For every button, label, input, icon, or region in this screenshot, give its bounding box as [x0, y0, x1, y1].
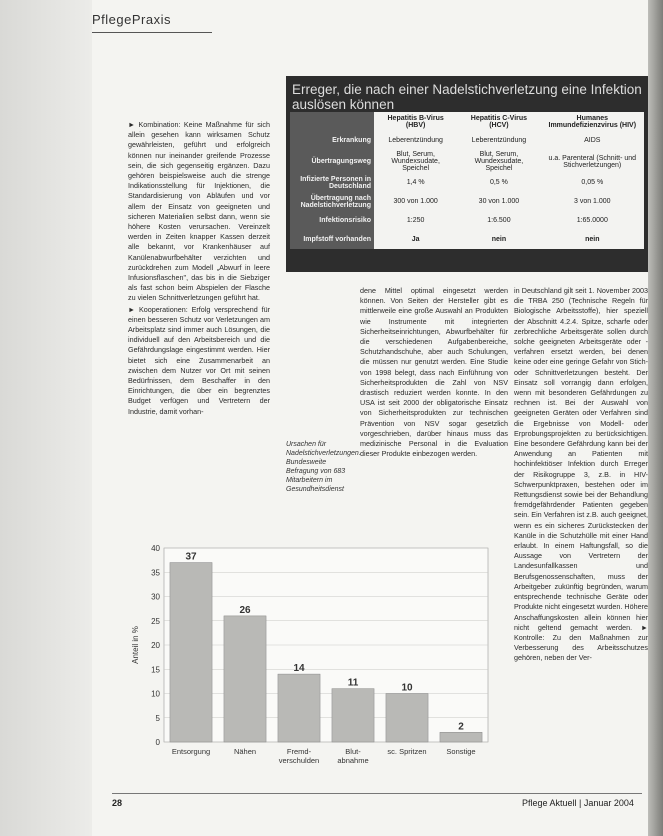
journal-footer: Pflege Aktuell | Januar 2004 — [522, 798, 634, 808]
y-tick-label: 0 — [155, 738, 160, 747]
data-label: 10 — [401, 682, 413, 694]
table-row — [290, 211, 644, 230]
x-tick-label: Nähen — [233, 747, 257, 756]
y-tick-label: 25 — [151, 616, 160, 626]
row-label: Übertragungsweg — [290, 150, 374, 173]
table-title: Erreger, die nach einer Nadelstichverletzung eine Infektion auslösen können — [292, 82, 642, 112]
row-label: Infizierte Personen in Deutschland — [290, 173, 374, 192]
y-tick-label: 35 — [151, 568, 160, 578]
section-header: PflegePraxis — [92, 12, 171, 27]
x-tick-label: verschulden — [278, 756, 320, 765]
paragraph-middle: dene Mittel optimal eingesetzt werden können. Von Seiten der Hersteller gibt es mittlerweile eine große Auswahl an Produkten wie Instrumente mit integrierten Sicherheitseinrichtungen, Abwurfbehälter für die verschiedenen Aufgabenbereiche, Schutzhandschuhe, aber auch Schulungen, die müssen nur genutzt werden. Eine Studie von 1998 belegt, dass nach Einführung von Sicherheitsprodukten die Zahl von NSV drastisch reduziert werden konnte. In den USA ist seit 2000 der obligatorische Einsatz von Sicherheitsprodukten zur technischen Prävention von NSV sogar gesetzlich vorgeschrieben, darüber hinaus muss das medizinische Personal in die Evaluation dieser Produkte einbezogen werden. — [360, 286, 508, 459]
paragraph-kooperationen: ► Kooperationen: Erfolg versprechend für einen besseren Schutz vor Verletzungen am Arbeitsplatz sind immer auch Lösungen, die individuell auf den Arbeitsbereich und die Gefährdungslage eingestimmt werden. Hier bietet sich eine Zusammenarbeit an zwischen dem Nutzer vor Ort mit seinen Bedürfnissen, dem Beschaffer in den Einrichtungen, die über ein begrenztes Budget verfügen und Vertretern der Industrie, damit vorhan- — [128, 304, 270, 416]
bar — [386, 694, 428, 743]
y-tick-label: 5 — [155, 713, 160, 723]
column-header: Humanes Immundefizienzvirus (HIV) — [541, 112, 644, 131]
table-corner — [290, 112, 374, 131]
table-cell: u.a. Parenteral (Schnitt- und Stichverletzungen) — [541, 150, 644, 173]
x-tick-label: sc. Spritzen — [387, 747, 427, 756]
x-tick-label: Blut- — [345, 747, 361, 756]
bar-chart — [126, 540, 494, 776]
bar — [278, 674, 320, 742]
table-row — [290, 230, 644, 249]
row-label: Impfstoff vorhanden — [290, 230, 374, 249]
data-label: 11 — [347, 677, 359, 689]
y-tick-label: 15 — [151, 665, 160, 675]
column-header: Hepatitis B-Virus (HBV) — [374, 112, 457, 131]
y-tick-label: 20 — [151, 641, 160, 650]
table-cell: Ja — [374, 230, 457, 249]
table-cell: 1:65.0000 — [541, 211, 644, 230]
table-cell: 1:6.500 — [457, 211, 540, 230]
column-header: Hepatitis C-Virus (HCV) — [457, 112, 540, 131]
data-label: 14 — [293, 663, 305, 675]
table-cell: 30 von 1.000 — [457, 192, 540, 211]
data-label: 2 — [458, 721, 464, 733]
left-text-column — [128, 120, 270, 418]
table-cell: nein — [457, 230, 540, 249]
y-tick-label: 30 — [151, 592, 160, 602]
page-gutter-shade — [648, 0, 663, 836]
table-cell: AIDS — [541, 131, 644, 150]
chart-caption: Ursachen für Nadelstichverletzungen. Bundesweite Befragung von 683 Mitarbeitern im Gesundheitsdienst — [286, 441, 361, 493]
table-header-row — [290, 112, 644, 131]
table-row — [290, 173, 644, 192]
table-cell: 0,5 % — [457, 173, 540, 192]
bar — [440, 732, 482, 742]
row-label: Infektionsrisiko — [290, 211, 374, 230]
data-label: 37 — [185, 551, 197, 563]
right-text-column — [514, 286, 648, 665]
x-tick-label: Sonstige — [446, 747, 476, 756]
page-number: 28 — [112, 798, 123, 808]
x-tick-label: Entsorgung — [171, 747, 211, 756]
header-rule — [92, 32, 212, 33]
bar — [170, 563, 212, 742]
footer-rule — [112, 793, 642, 794]
table-cell: 0,05 % — [541, 173, 644, 192]
y-axis-label: Anteil in % — [131, 626, 140, 664]
bar — [332, 689, 374, 742]
table-cell: 300 von 1.000 — [374, 192, 457, 211]
row-label: Erkrankung — [290, 131, 374, 150]
data-label: 26 — [239, 604, 251, 616]
bar — [224, 616, 266, 742]
table-row — [290, 131, 644, 150]
table-row — [290, 192, 644, 211]
table-cell: 1,4 % — [374, 173, 457, 192]
pathogen-table — [290, 112, 644, 249]
row-label: Übertragung nach Nadelstichverletzung — [290, 192, 374, 211]
table-cell: nein — [541, 230, 644, 249]
page-margin-shade — [0, 0, 92, 836]
table-cell: 1:250 — [374, 211, 457, 230]
table-cell: Blut, Serum, Wundexsudate, Speichel — [374, 150, 457, 173]
y-tick-label: 40 — [151, 544, 160, 553]
middle-text-column — [360, 286, 508, 460]
table-cell: Blut, Serum, Wundexsudate, Speichel — [457, 150, 540, 173]
paragraph-right: in Deutschland gilt seit 1. November 2003 die TRBA 250 (Technische Regeln für Biologische Arbeitsstoffe), hier speziell der Abschnitt 4.2.4. Spitze, scharfe oder zerbrechliche Arbeitsgeräte sollen durch solche geeigneten Arbeitsgeräte oder -verfahren ersetzt werden, bei denen keine oder eine geringe Gefahr von Stich- oder Schnittverletzungen besteht. Der Einsatz soll vorrangig dann erfolgen, wenn mit besonderen Gefährdungen zu rechnen ist. Bei der Auswahl von geeigneten Geräten oder Verfahren sind die Ergebnisse von Modell- oder Erprobungsprojekten zu berücksichtigen. Eine besondere Gefährdung kann bei der Anwendung an Patienten mit hochinfektiöser Infektion durch Erreger der Risikogruppe 3, z.B. in HIV-Schwerpunktpraxen, bestehen oder im Rettungsdienst sowie bei der Behandlung fremdgefährdender Patienten gegeben sein. Ein Verfahren ist z.B. auch geeignet, wenn es ein sicheres Zurückstecken der Kanüle in die Schutzhülle mit einer Hand erlaubt. In einem Haftungsfall, so die Aussage von Vertretern der Landesunfallkassen und Berufsgenossenschaften, muss der Arbeitgeber zukünftig begründen, warum entsprechende technische Geräte oder Produkte nicht eingesetzt wurden. Höhere Anschaffungskosten allein können hier nicht geltend gemacht werden. ► Kontrolle: Zu den Maßnahmen zur Verbesserung des Arbeitsschutzes gehören, neben der Ver- — [514, 286, 648, 663]
table-cell: Leberentzündung — [457, 131, 540, 150]
y-tick-label: 10 — [151, 689, 160, 699]
table-cell: 3 von 1.000 — [541, 192, 644, 211]
table-row — [290, 150, 644, 173]
paragraph-kombination: ► Kombination: Keine Maßnahme für sich allein gesehen kann wirksamen Schutz gewährleisten, geführt und erfolgreich können nur ineinander greifende Prozesse sein, die sich gegenseitig ergänzen. Dazu gehören beispielsweise auch die strenge Indikationsstellung für Injektionen, die Standardisierung von Abläufen und vor allem der Einsatz von geeigneten und sicheren Materialien selbst dann, wenn sie höhere Kosten verursachen. Vereinzelt werden in Zeiten knapper Kassen derzeit alle bekannt, vor Krankenhäuser auf Kanülenabwurfbehälter verzichten und zurückdrehen zum Modell „Abwurf in leere Infusionsflaschen", das bis in die Siebziger als fast schon beim Abspielen der Flasche zu vielen Schnittverletzungen geführt hat. — [128, 120, 270, 303]
x-tick-label: Fremd- — [286, 747, 312, 756]
table-cell: Leberentzündung — [374, 131, 457, 150]
x-tick-label: abnahme — [337, 756, 369, 765]
